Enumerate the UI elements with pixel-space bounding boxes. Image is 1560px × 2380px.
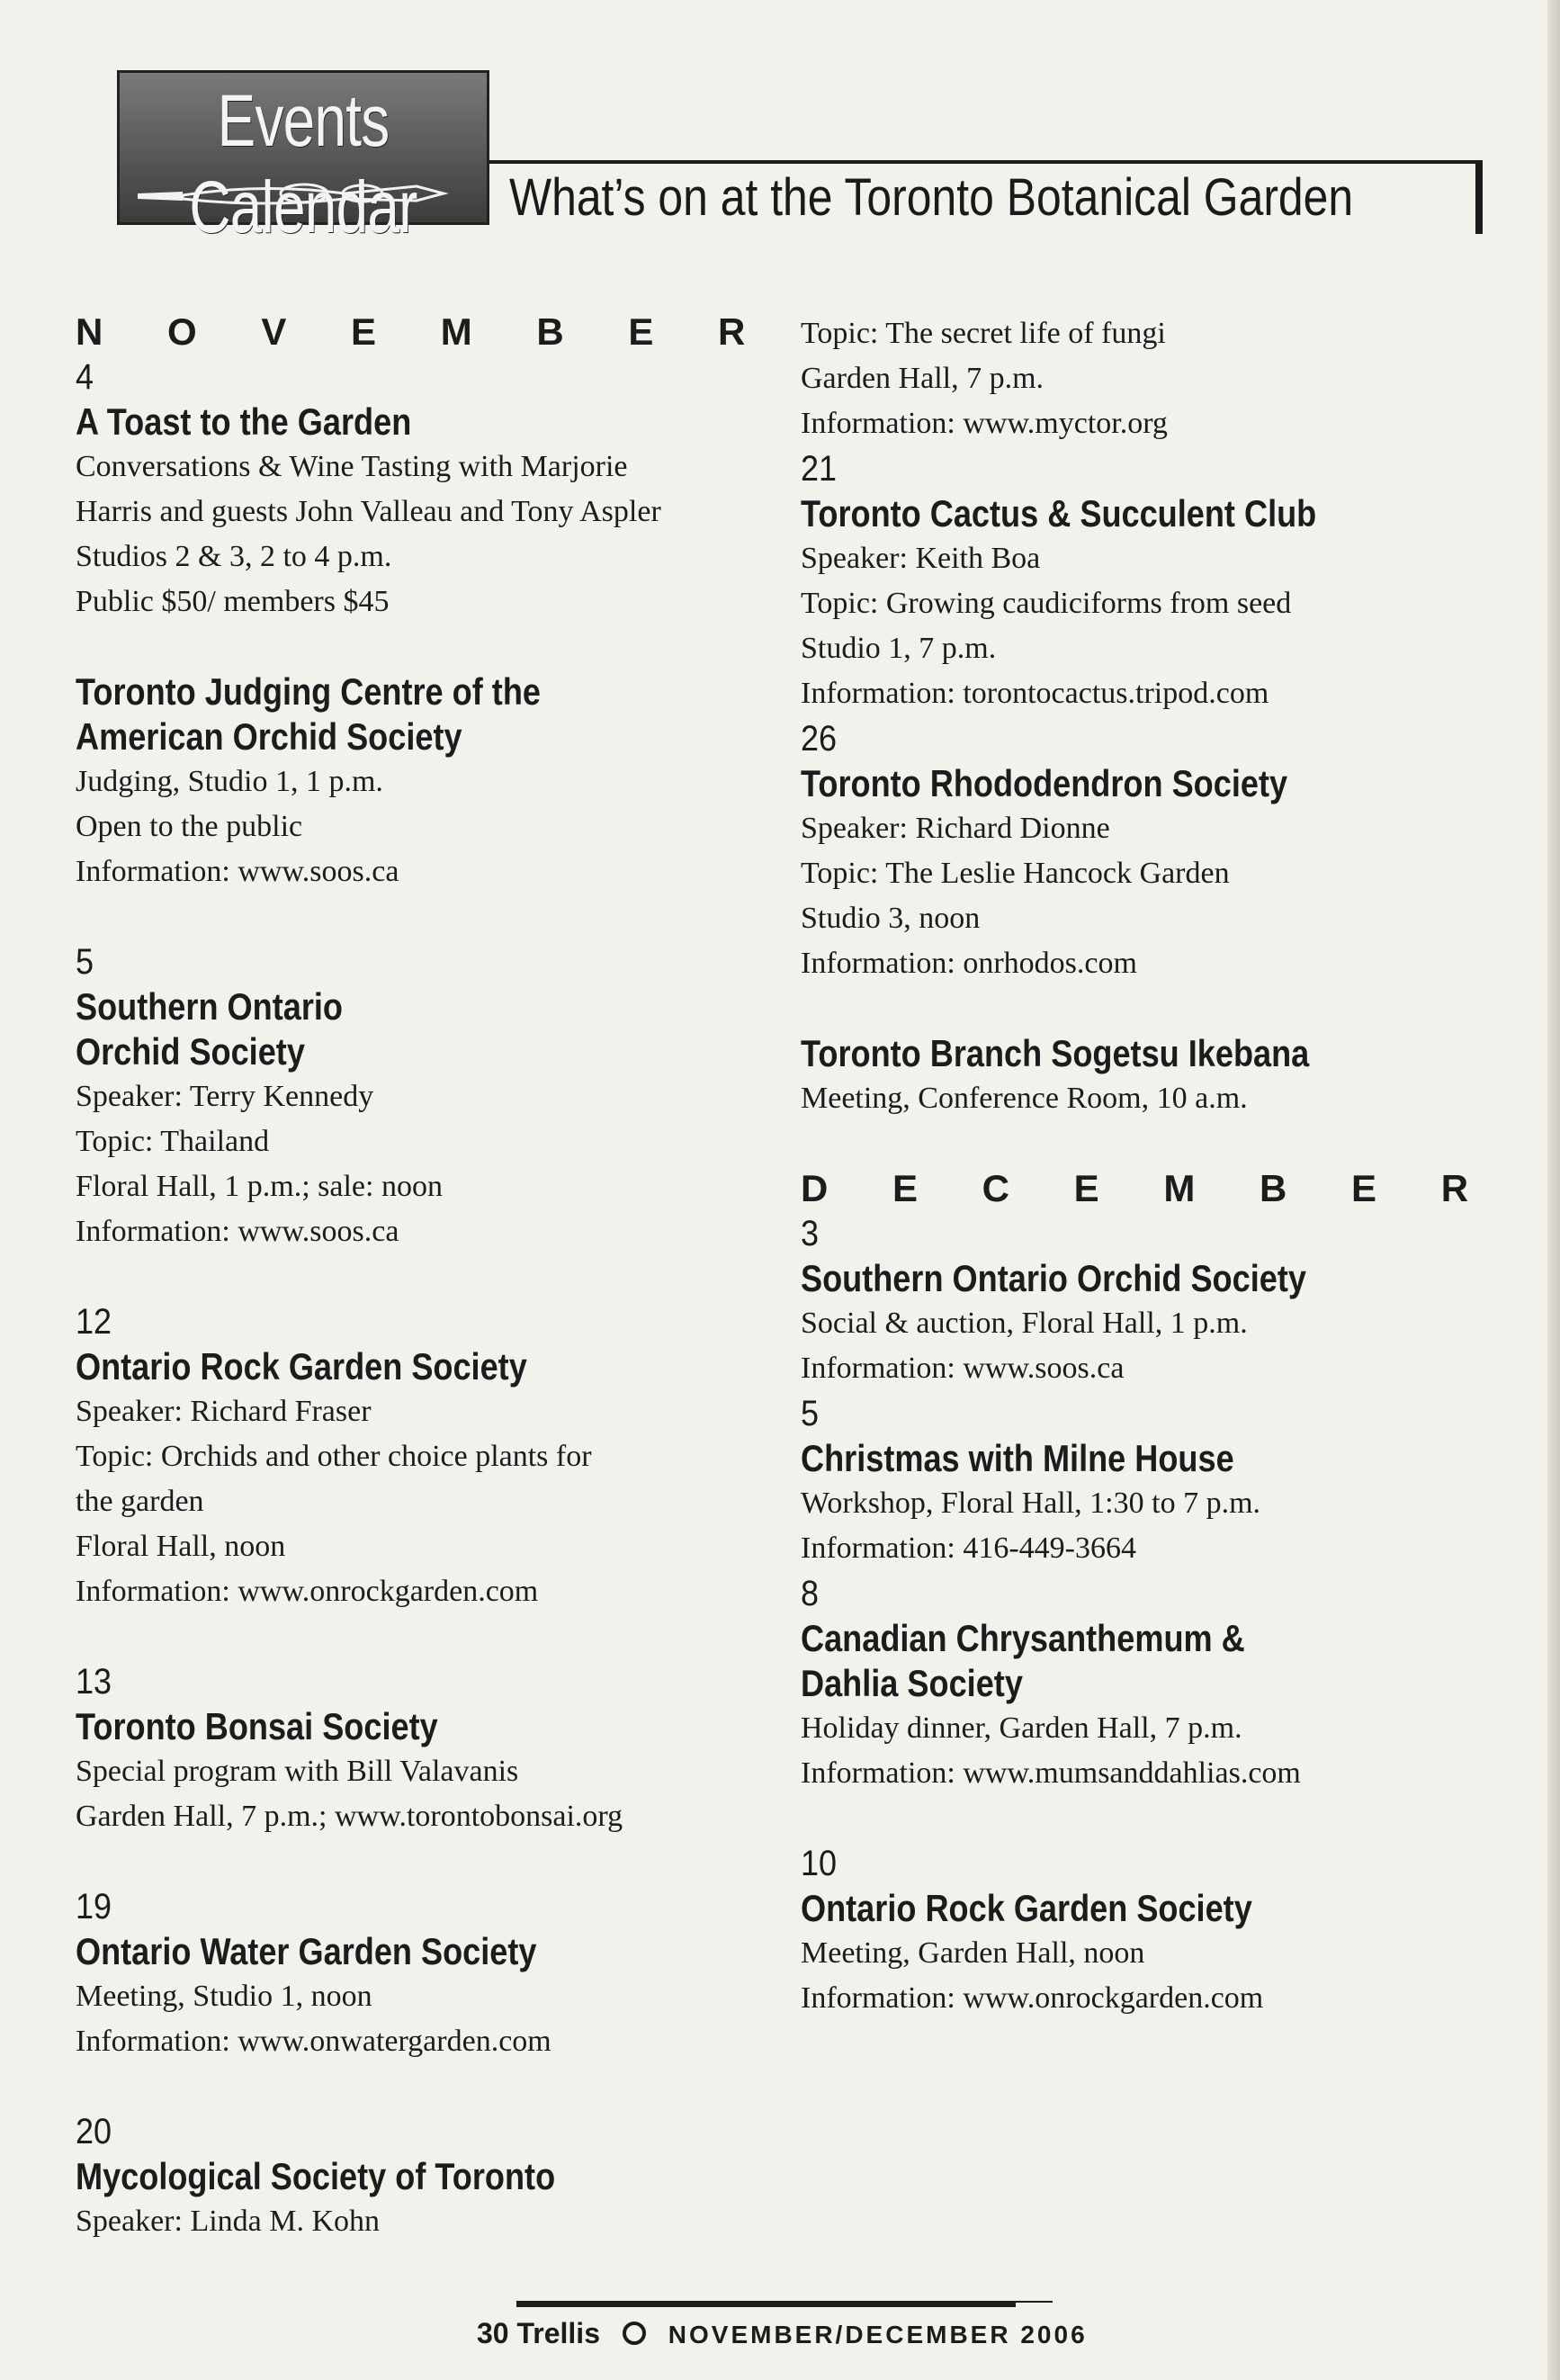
spacer	[76, 894, 795, 939]
event-detail: Studio 1, 7 p.m.	[801, 632, 997, 665]
event-detail: Studio 3, noon	[801, 902, 981, 935]
event-title: A Toast to the Garden	[76, 400, 412, 443]
spacer	[76, 624, 795, 669]
event-detail: Information: www.mumsanddahlias.com	[801, 1756, 1301, 1790]
page-edge-shadow	[1547, 0, 1560, 2380]
event-detail: Topic: The secret life of fungi	[801, 317, 1166, 350]
footer-rule-thick	[516, 2302, 1016, 2307]
event-day: 19	[76, 1887, 112, 1926]
event-day: 5	[76, 942, 94, 982]
event-detail: Information: www.myctor.org	[801, 407, 1168, 440]
event-title: Southern Ontario	[76, 985, 343, 1028]
event-day: 10	[801, 1844, 838, 1883]
event-detail: Information: www.soos.ca	[801, 1352, 1125, 1385]
event-title: Toronto Judging Centre of the	[76, 670, 541, 713]
event-day: 12	[76, 1302, 112, 1342]
page-footer	[477, 2311, 1088, 2358]
event	[76, 669, 795, 894]
month-heading: N O V E M B E R	[76, 310, 773, 353]
event-detail: Topic: Thailand	[76, 1125, 270, 1158]
event-title: Ontario Rock Garden Society	[76, 1345, 527, 1388]
event-detail: Topic: Growing caudiciforms from seed	[801, 587, 1292, 620]
issue-date: NOVEMBER/DECEMBER 2006	[668, 2321, 1088, 2349]
event-title: Toronto Rhododendron Society	[801, 762, 1288, 804]
event-title: Toronto Bonsai Society	[76, 1705, 438, 1747]
event-detail: Judging, Studio 1, 1 p.m.	[76, 765, 383, 798]
event-detail: Information: www.onrockgarden.com	[76, 1575, 539, 1608]
event-detail: Floral Hall, 1 p.m.; sale: noon	[76, 1170, 443, 1203]
trellis-logo-icon	[623, 2322, 646, 2345]
header-rule-end	[1475, 160, 1483, 234]
magazine-name: Trellis	[516, 2317, 600, 2349]
event-title: Ontario Rock Garden Society	[801, 1887, 1252, 1929]
spacer	[801, 1121, 1520, 1166]
event-detail: Meeting, Studio 1, noon	[76, 1980, 372, 2013]
event-detail: Information: www.soos.ca	[76, 1215, 399, 1248]
logo-title: Events Calendar	[189, 80, 417, 248]
event-detail: Harris and guests John Valleau and Tony Aspler	[76, 495, 661, 528]
event-detail: Holiday dinner, Garden Hall, 7 p.m.	[801, 1711, 1242, 1745]
right-column	[801, 311, 1520, 2021]
spacer	[76, 2064, 795, 2109]
spacer	[76, 1839, 795, 1884]
event-day: 26	[801, 719, 838, 759]
event-detail: Topic: Orchids and other choice plants for	[76, 1440, 592, 1473]
event-detail: Studios 2 & 3, 2 to 4 p.m.	[76, 540, 392, 573]
event-detail: Meeting, Conference Room, 10 a.m.	[801, 1082, 1248, 1115]
spacer	[801, 986, 1520, 1031]
event	[76, 939, 795, 1254]
left-column	[76, 310, 795, 2244]
event-title: Dahlia Society	[801, 1662, 1023, 1704]
month-heading: D E C E M B E R	[801, 1167, 1496, 1209]
event-title: Toronto Branch Sogetsu Ikebana	[801, 1032, 1310, 1074]
event-detail: Floral Hall, noon	[76, 1530, 286, 1563]
spacer	[76, 1614, 795, 1659]
page-number: 30	[477, 2317, 509, 2349]
event-detail: Information: onrhodos.com	[801, 947, 1137, 980]
events-calendar-logo	[117, 70, 489, 248]
event-title: Southern Ontario Orchid Society	[801, 1257, 1306, 1299]
spacer	[76, 1254, 795, 1299]
event-detail: Social & auction, Floral Hall, 1 p.m.	[801, 1307, 1248, 1340]
event-day: 20	[76, 2112, 112, 2151]
event-title: Mycological Society of Toronto	[76, 2155, 556, 2197]
event-detail: Information: www.onrockgarden.com	[801, 1981, 1264, 2015]
event	[801, 1031, 1520, 1121]
event-detail: Information: www.soos.ca	[76, 855, 399, 888]
event	[801, 446, 1520, 716]
header-rule	[489, 160, 1483, 164]
event-detail: the garden	[76, 1485, 204, 1518]
event-detail: Workshop, Floral Hall, 1:30 to 7 p.m.	[801, 1486, 1261, 1520]
event-day: 8	[801, 1574, 820, 1613]
event	[76, 1299, 795, 1614]
event-title: American Orchid Society	[76, 715, 462, 758]
event-day: 21	[801, 449, 838, 489]
event	[801, 716, 1520, 986]
event-detail: Speaker: Richard Dionne	[801, 812, 1110, 845]
event	[801, 1211, 1520, 1391]
event-detail: Garden Hall, 7 p.m.	[801, 362, 1044, 395]
event-detail: Information: 416-449-3664	[801, 1531, 1136, 1565]
event-detail: Information: www.onwatergarden.com	[76, 2025, 551, 2058]
event	[801, 1571, 1520, 1796]
event	[801, 1841, 1520, 2021]
event-title: Toronto Cactus & Succulent Club	[801, 492, 1317, 534]
event-title: Ontario Water Garden Society	[76, 1930, 537, 1972]
event-detail: Speaker: Linda M. Kohn	[76, 2205, 381, 2238]
event-detail: Special program with Bill Valavanis	[76, 1755, 519, 1788]
event-title: Canadian Chrysanthemum &	[801, 1617, 1245, 1659]
event-title: Orchid Society	[76, 1030, 305, 1073]
event-day: 3	[801, 1214, 820, 1253]
event-detail: Conversations & Wine Tasting with Marjorie	[76, 450, 628, 483]
event	[76, 2109, 795, 2244]
event-detail: Speaker: Terry Kennedy	[76, 1080, 374, 1113]
event-detail: Information: torontocactus.tripod.com	[801, 677, 1269, 710]
event-detail: Open to the public	[76, 810, 303, 843]
event	[801, 1391, 1520, 1571]
event	[76, 1884, 795, 2064]
page-title: What’s on at the Toronto Botanical Garden	[509, 168, 1354, 227]
event-title: Christmas with Milne House	[801, 1437, 1234, 1479]
event	[76, 1659, 795, 1839]
event	[76, 355, 795, 624]
event-detail: Public $50/ members $45	[76, 585, 390, 618]
event-detail: Meeting, Garden Hall, noon	[801, 1936, 1145, 1970]
event-detail: Garden Hall, 7 p.m.; www.torontobonsai.org	[76, 1800, 623, 1833]
event-day: 13	[76, 1662, 112, 1702]
event-detail: Speaker: Richard Fraser	[76, 1395, 372, 1428]
event-day: 4	[76, 357, 94, 397]
spacer	[801, 1796, 1520, 1841]
garden-shears-icon	[120, 159, 492, 217]
event-day: 5	[801, 1394, 820, 1433]
event-detail: Speaker: Keith Boa	[801, 542, 1041, 575]
event-detail: Topic: The Leslie Hancock Garden	[801, 857, 1230, 890]
